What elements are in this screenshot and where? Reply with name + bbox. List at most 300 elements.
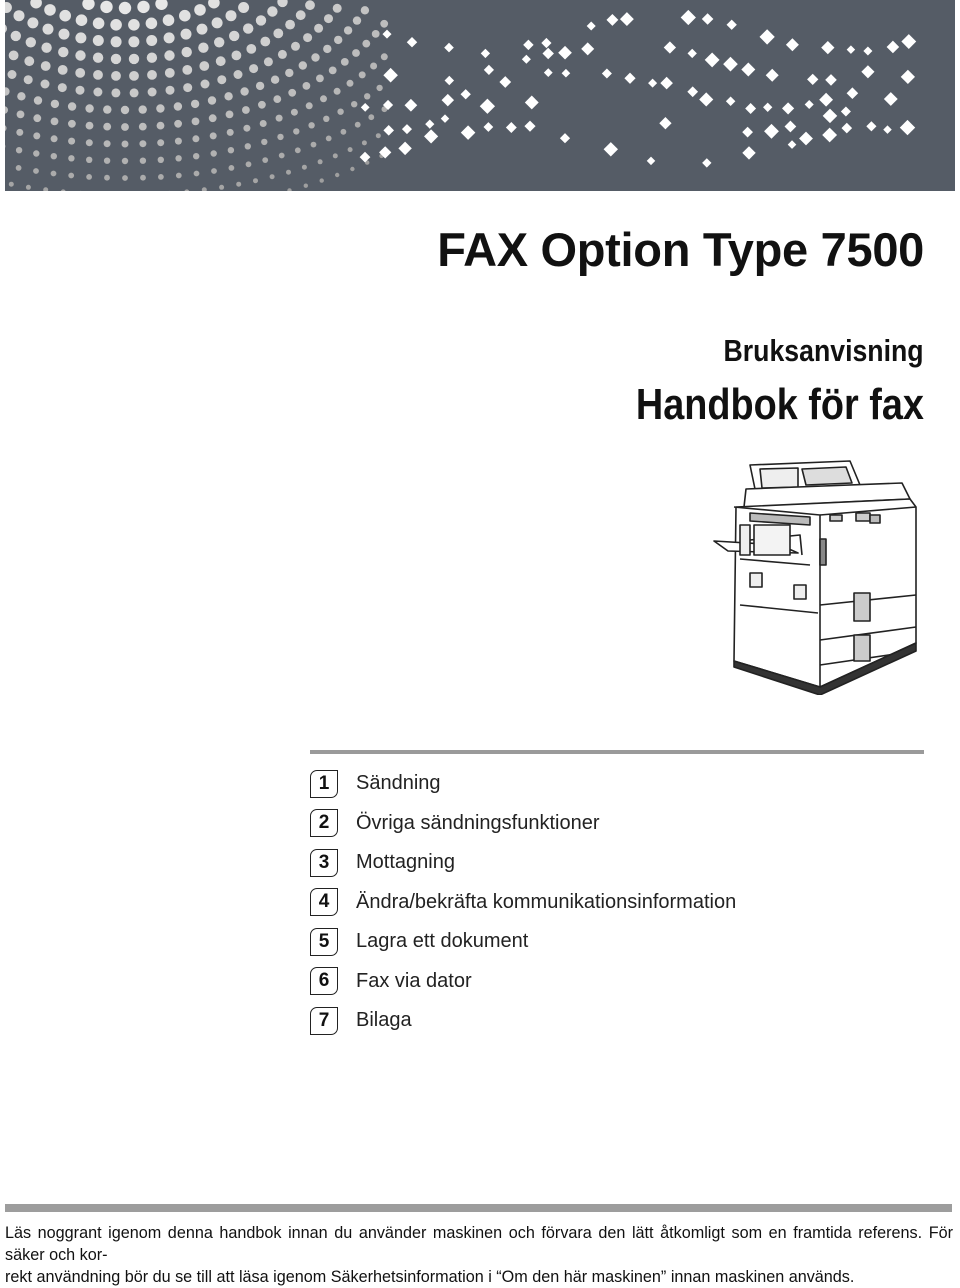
decorative-dot (33, 168, 39, 174)
decorative-dot (687, 86, 698, 97)
decorative-dot (481, 49, 490, 58)
decorative-dot (604, 142, 618, 156)
decorative-dot (27, 17, 38, 28)
decorative-dot (745, 103, 756, 114)
decorative-dot (128, 36, 139, 47)
decorative-dot (208, 96, 216, 104)
decorative-dot (93, 35, 104, 46)
decorative-dot (344, 26, 352, 34)
chapter-label: Ändra/bekräfta kommunikationsinformation (356, 891, 736, 914)
decorative-dot (181, 29, 192, 40)
decorative-dot (224, 92, 232, 100)
decorative-dot (320, 95, 327, 102)
decorative-dot (93, 70, 103, 80)
decorative-dot (155, 0, 167, 10)
decorative-dot (228, 147, 234, 153)
decorative-dot (129, 71, 139, 81)
decorative-dot (360, 152, 371, 163)
decorative-dot (75, 32, 86, 43)
decorative-dot (122, 141, 129, 148)
decorative-dot (271, 76, 279, 84)
decorative-dot (441, 114, 449, 122)
decorative-dot (234, 70, 243, 79)
decorative-dot (176, 173, 182, 179)
decorative-dot (308, 122, 314, 128)
decorative-dot (311, 142, 317, 148)
decorative-dot (659, 117, 671, 129)
decorative-dot (249, 64, 258, 73)
decorative-dot (9, 182, 14, 187)
decorative-dot (194, 4, 206, 16)
decorative-dot (847, 45, 855, 53)
decorative-dot (209, 114, 217, 122)
toc-item[interactable] (310, 922, 736, 962)
decorative-dot (14, 10, 25, 21)
decorative-dot (198, 43, 208, 53)
decorative-dot (461, 89, 471, 99)
decorative-dot (323, 45, 331, 53)
decorative-dot (823, 109, 838, 124)
decorative-dot (285, 20, 295, 30)
decorative-dot (742, 146, 755, 159)
decorative-dot (58, 83, 67, 92)
product-title: FAX Option Type 7500 (437, 222, 924, 277)
decorative-dot (41, 61, 51, 71)
decorative-dot (335, 173, 339, 177)
decorative-dot (5, 106, 8, 114)
decorative-dot (146, 35, 157, 46)
decorative-dot (59, 10, 71, 22)
decorative-dot (383, 68, 398, 83)
decorative-dot (847, 87, 859, 99)
decorative-dot (785, 121, 797, 133)
decorative-dot (782, 102, 794, 114)
decorative-dot (376, 133, 381, 138)
decorative-dot (741, 62, 755, 76)
safety-notice (5, 1222, 953, 1288)
decorative-dot (525, 96, 539, 110)
decorative-dot (499, 76, 511, 88)
decorative-dot (483, 122, 493, 132)
decorative-dot (156, 104, 164, 112)
decorative-dot (5, 87, 10, 95)
decorative-dot (16, 165, 22, 171)
decorative-dot (86, 174, 92, 180)
decorative-dot (227, 129, 234, 136)
decorative-dot (256, 82, 264, 90)
chapter-label: Sändning (356, 772, 441, 795)
decorative-dot (182, 47, 192, 57)
decorative-dot (194, 171, 200, 177)
decorative-dot (17, 92, 25, 100)
decorative-dot (296, 10, 306, 20)
chapter-number-badge: 7 (310, 1007, 338, 1035)
decorative-dot (201, 80, 210, 89)
decorative-dot (140, 175, 146, 181)
decorative-dot (364, 93, 370, 99)
decorative-dot (103, 105, 111, 113)
decorative-dot (355, 122, 361, 128)
decorative-dot (212, 17, 223, 28)
decorative-dot (68, 120, 76, 128)
chapter-label: Bilaga (356, 1009, 412, 1032)
chapter-number-badge: 6 (310, 967, 338, 995)
decorative-dot (111, 36, 122, 47)
decorative-dot (424, 129, 438, 143)
decorative-dot (5, 23, 7, 33)
decorative-dot (30, 0, 42, 9)
decorative-dot (541, 38, 551, 48)
decorative-dot (122, 158, 128, 164)
decorative-dot (260, 37, 270, 47)
decorative-dot (232, 51, 242, 61)
toc-item[interactable] (310, 1001, 736, 1041)
decorative-dot (129, 54, 139, 64)
decorative-dot (544, 68, 553, 77)
decorative-dot (311, 53, 319, 61)
decorative-dot (647, 157, 655, 165)
decorative-dot (299, 61, 307, 69)
decorative-dot (660, 77, 673, 90)
decorative-dot (68, 173, 74, 179)
decorative-dot (866, 121, 876, 131)
decorative-dot (348, 147, 353, 152)
decorative-dot (24, 56, 34, 66)
decorative-dot (236, 182, 241, 187)
decorative-dot (819, 93, 833, 107)
decorative-dot (262, 157, 268, 163)
decorative-dot (193, 153, 199, 159)
decorative-dot (86, 139, 93, 146)
decorative-dot (104, 140, 111, 147)
decorative-dot (202, 187, 207, 191)
decorative-dot (51, 153, 57, 159)
toc-item[interactable] (310, 804, 736, 844)
decorative-dot (277, 0, 287, 7)
decorative-dot (111, 88, 120, 97)
chapter-label: Fax via dator (356, 970, 472, 993)
decorative-dot (182, 65, 192, 75)
multifunction-printer-icon (710, 455, 925, 700)
decorative-dot (901, 34, 916, 49)
decorative-dot (664, 41, 676, 53)
decorative-dot (681, 10, 696, 25)
decorative-dot (405, 99, 418, 112)
decorative-dot (119, 2, 131, 14)
decorative-dot (192, 118, 200, 126)
decorative-dot (841, 123, 852, 134)
decorative-dot (278, 50, 287, 59)
decorative-dot (425, 120, 434, 129)
decorative-dot (350, 167, 354, 171)
decorative-dot (273, 95, 281, 103)
decorative-dot (461, 125, 476, 140)
decorative-dot (214, 37, 224, 47)
decorative-dot (43, 24, 54, 35)
chapter-label: Lagra ett dokument (356, 930, 528, 953)
decorative-dot (506, 122, 517, 133)
decorative-dot (359, 71, 366, 78)
decorative-dot (242, 106, 250, 114)
decorative-dot (786, 38, 799, 51)
decorative-dot (759, 29, 774, 44)
decorative-dot (702, 158, 711, 167)
decorative-dot (140, 158, 146, 164)
decorative-dot (901, 70, 915, 84)
chapter-number-badge: 5 (310, 928, 338, 956)
decorative-dot (542, 48, 553, 59)
decorative-dot (11, 31, 21, 41)
decorative-dot (445, 76, 454, 85)
decorative-dot (76, 14, 88, 26)
decorative-dot (267, 6, 277, 16)
decorative-dot (229, 31, 239, 41)
decorative-dot (9, 51, 19, 61)
decorative-dot (766, 69, 779, 82)
decorative-dot (246, 161, 252, 167)
decorative-dot (276, 115, 283, 122)
decorative-dot (788, 140, 797, 149)
decorative-dot (288, 89, 296, 97)
decorative-dot (33, 150, 39, 156)
decorative-dot (699, 92, 713, 106)
decorative-dot (147, 53, 157, 63)
decorative-dot (75, 68, 85, 78)
decorative-dot (217, 75, 226, 84)
decorative-dot (270, 174, 275, 179)
decorative-dot (68, 102, 76, 110)
decorative-dot (104, 175, 110, 181)
decorative-dot (381, 53, 388, 60)
decorative-dot (884, 92, 898, 106)
decorative-dot (139, 105, 147, 113)
decorative-dot (558, 46, 572, 60)
decorative-dot (480, 99, 495, 114)
decorative-dot (303, 82, 311, 90)
decorative-dot (805, 100, 814, 109)
notice-line-1: Läs noggrant igenom denna handbok innan du använder maskinen och förvara den lätt åtkomligt som en framtida referens. För säker och kor- (5, 1224, 953, 1264)
decorative-dot (347, 80, 354, 87)
toc-item[interactable] (310, 962, 736, 1002)
decorative-dot (163, 14, 175, 26)
decorative-dot (407, 37, 417, 47)
decorative-dot (333, 153, 338, 158)
decorative-dot (382, 30, 391, 39)
decorative-dot (59, 29, 70, 40)
decorative-dot (314, 24, 323, 33)
decorative-dot (353, 16, 361, 24)
decorative-dot (51, 171, 57, 177)
decorative-dot (334, 88, 341, 95)
cover-banner (5, 0, 955, 191)
decorative-dot (34, 96, 42, 104)
decorative-dot (147, 70, 157, 80)
toc-divider (310, 750, 924, 754)
notice-line-2: rekt användning bör du se till att läsa igenom Säkerhetsinformation i “Om den här maskinen” innan maskinen används. (5, 1268, 854, 1286)
decorative-dot (86, 122, 94, 130)
chapter-number-badge: 1 (310, 770, 338, 798)
decorative-dot (799, 132, 813, 146)
decorative-dot (199, 61, 209, 71)
decorative-dot (602, 69, 612, 79)
decorative-dot (900, 120, 915, 135)
decorative-dot (279, 153, 285, 159)
decorative-dot (164, 32, 175, 43)
decorative-dot (184, 189, 189, 191)
decorative-dot (261, 139, 267, 145)
decorative-dot (175, 155, 181, 161)
decorative-dot (246, 44, 256, 54)
decorative-dot (5, 2, 12, 13)
decorative-dot (100, 1, 112, 13)
decorative-dot (316, 75, 324, 83)
decorative-dot (581, 42, 594, 55)
decorative-dot (825, 74, 837, 86)
decorative-dot (197, 24, 208, 35)
decorative-dot (253, 178, 258, 183)
decorative-dot (444, 43, 454, 53)
toc-item[interactable] (310, 764, 736, 804)
decorative-dot (158, 157, 164, 163)
decorative-dot (606, 14, 618, 26)
decorative-dot (305, 0, 315, 10)
decorative-dot (243, 125, 250, 132)
decorative-dot (821, 41, 834, 54)
decorative-dot (122, 175, 128, 181)
decorative-dot (285, 69, 293, 77)
decorative-dot (329, 67, 337, 75)
decorative-dot (210, 132, 217, 139)
decorative-dot (139, 140, 146, 147)
decorative-dot (26, 37, 36, 47)
decorative-dot (183, 83, 192, 92)
decorative-dot (158, 174, 164, 180)
decorative-dot (75, 50, 85, 60)
decorative-dot (264, 57, 273, 66)
decorative-dot (8, 70, 17, 79)
decorative-dot (705, 52, 720, 67)
decorative-dot (111, 54, 121, 64)
table-of-contents (310, 764, 736, 1041)
decorative-dot (648, 79, 657, 88)
decorative-dot (51, 100, 59, 108)
decorative-dot (326, 136, 332, 142)
decorative-dot (324, 14, 333, 23)
decorative-dot (727, 20, 737, 30)
decorative-dot (286, 170, 291, 175)
toc-item[interactable] (310, 883, 736, 923)
decorative-dot (323, 116, 329, 122)
decorative-dot (763, 103, 772, 112)
decorative-dot (883, 125, 891, 133)
decorative-dot (334, 36, 342, 44)
decorative-dot (174, 120, 182, 128)
decorative-dot (742, 127, 753, 138)
decorative-dot (128, 19, 140, 31)
decorative-dot (370, 63, 377, 70)
decorative-dot (361, 6, 369, 14)
decorative-dot (337, 109, 343, 115)
decorative-dot (442, 94, 454, 106)
decorative-dot (361, 103, 370, 112)
decorative-dot (620, 12, 634, 26)
decorative-dot (807, 74, 818, 85)
decorative-dot (44, 4, 56, 16)
decorative-dot (139, 123, 147, 131)
chapter-number-badge: 2 (310, 809, 338, 837)
chapter-label: Övriga sändningsfunktioner (356, 812, 599, 835)
decorative-dot (822, 128, 837, 143)
decorative-dot (226, 10, 237, 21)
decorative-dot (179, 10, 191, 22)
decorative-dot (341, 58, 349, 66)
decorative-dot (524, 121, 535, 132)
decorative-dot (303, 33, 312, 42)
decorative-dot (245, 143, 251, 149)
decorative-dot (58, 65, 68, 75)
decorative-dot (174, 102, 182, 110)
decorative-dot (104, 158, 110, 164)
chapter-number-badge: 3 (310, 849, 338, 877)
decorative-dot (16, 147, 22, 153)
decorative-dot (24, 75, 33, 84)
decorative-dot (82, 0, 94, 10)
decorative-dot (16, 129, 23, 136)
decorative-dot (841, 107, 851, 117)
decorative-dot (318, 159, 323, 164)
decorative-dot (383, 125, 394, 136)
decorative-dot (121, 106, 129, 114)
decorative-dot (256, 15, 266, 25)
decorative-dot (402, 124, 412, 134)
decorative-dot (484, 65, 494, 75)
decorative-dot (229, 165, 235, 171)
decorative-dot (93, 53, 103, 63)
toc-item[interactable] (310, 843, 736, 883)
decorative-dot (146, 18, 158, 30)
decorative-dot (216, 56, 226, 66)
decorative-dot (51, 135, 58, 142)
decorative-dot (148, 88, 157, 97)
decorative-dot (291, 109, 298, 116)
decorative-dot (291, 42, 300, 51)
decorative-dot (306, 102, 313, 109)
decorative-dot (562, 69, 571, 78)
decorative-dot (211, 150, 217, 156)
decorative-dot (157, 139, 164, 146)
decorative-dot (157, 122, 165, 130)
decorative-dot (33, 132, 40, 139)
decorative-dot (861, 65, 874, 78)
decorative-dot-pattern (5, 0, 955, 191)
decorative-dot (121, 123, 129, 131)
decorative-dot (702, 13, 714, 25)
decorative-dot (293, 128, 299, 134)
decorative-dot (238, 2, 249, 13)
decorative-dot (258, 101, 266, 109)
decorative-dot (376, 85, 382, 91)
decorative-dot (320, 178, 324, 182)
decorative-dot (523, 40, 533, 50)
decorative-dot (398, 142, 411, 155)
decorative-dot (110, 19, 122, 31)
handbook-title: Handbok för fax (636, 380, 924, 430)
decorative-dot (68, 138, 75, 145)
decorative-dot (295, 147, 301, 153)
chapter-label: Mottagning (356, 851, 455, 874)
decorative-dot (260, 120, 267, 127)
decorative-dot (240, 87, 248, 95)
